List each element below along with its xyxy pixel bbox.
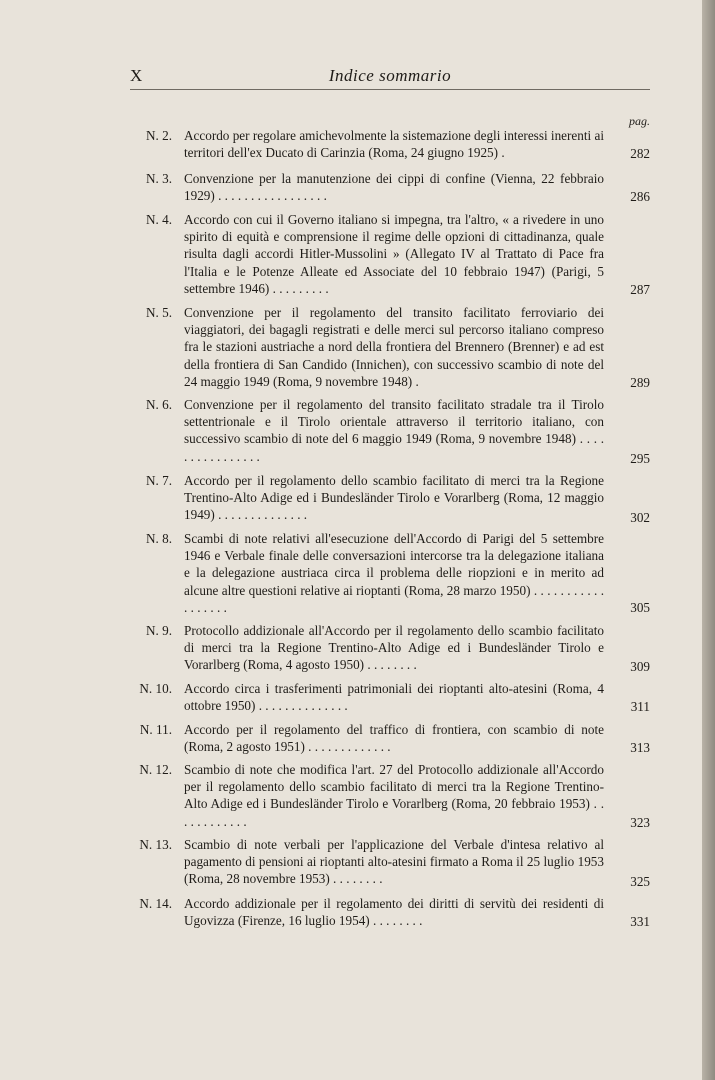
entry-number: N. 8. [145,531,172,546]
page-edge-shadow [702,0,715,1080]
entry-page: 287 [630,282,650,297]
entry-text: Accordo per regolare amichevolmente la sistemazione degli interessi inerenti ai territori dell'ex Ducato di Carinzia (Roma, 24 giugno 1925) . [184,128,604,161]
entry-text: Scambio di note che modifica l'art. 27 del Protocollo addizionale all'Accordo per il regolamento dello scambio facilitato di merci tra la Regione Trentino-Alto Adige ed i Bundesländer Tirolo e Vorarlberg (Roma, 20 febbraio 1953) . . . . . . . . . . . . [184,762,604,829]
entry-text: Scambio di note verbali per l'applicazione del Verbale d'intesa relativo al pagamento di pensioni ai rioptanti alto-atesini firmato a Roma il 25 luglio 1953 (Roma, 28 novembre 1953) . . . . . . . . [184,837,604,887]
page-number: X [130,66,144,85]
entry-number: N. 14. [139,896,172,911]
entry-page: 295 [630,451,650,466]
entry-page: 282 [630,146,650,161]
entry-text: Convenzione per la manutenzione dei cippi di confine (Vienna, 22 febbraio 1929) . . . . . . . . . . . . . . . . . [184,171,604,204]
entry-number: N. 11. [139,722,172,737]
entry-page: 323 [630,815,650,830]
entry-number: N. 13. [139,837,172,852]
entry-text: Convenzione per il regolamento del transito facilitato stradale tra il Tirolo settentrionale e il Tirolo orientale attraverso il territorio italiano, con successivo scambio di note del 6 maggio 1949 (Roma, 9 novembre 1948) . . . . . . . . . . . . . . . . [184,397,604,464]
running-title: Indice sommario [328,66,452,85]
entry-text: Accordo per il regolamento dello scambio facilitato di merci tra la Regione Trentino-Alto Adige ed i Bundesländer Tirolo e Vorarlberg (Roma, 12 maggio 1949) . . . . . . . . . . . . . . [184,473,604,523]
entry-number: N. 6. [145,397,172,412]
entry-text: Accordo circa i trasferimenti patrimoniali dei rioptanti alto-atesini (Roma, 4 ottobre 1950) . . . . . . . . . . . . . . [184,681,604,714]
entry-text: Protocollo addizionale all'Accordo per il regolamento dello scambio facilitato di merci tra la Regione Trentino-Alto Adige ed i Bundesländer Tirolo e Vorarlberg (Roma, 4 agosto 1950) . . . . . . . . [184,623,604,673]
entry-number: N. 2. [145,128,172,143]
entry-number: N. 10. [139,681,172,696]
entry-number: N. 7. [145,473,172,488]
entry-page: 302 [630,510,650,525]
page-header [130,66,650,88]
entry-number: N. 9. [145,623,172,638]
entry-page: 311 [630,699,650,714]
pag-column-label: pag. [629,114,650,128]
entry-text: Scambi di note relativi all'esecuzione dell'Accordo di Parigi del 5 settembre 1946 e Verbale finale delle conversazioni intercorse tra la delegazione italiana e la delegazione austriaca circa il problema delle riopzioni e in merito ad alcune altre questioni relative ai rioptanti (Roma, 28 marzo 1950) . . . . . . . . . . . . . . . . . . [184,531,604,615]
entry-page: 331 [630,914,650,929]
entry-text: Accordo con cui il Governo italiano si impegna, tra l'altro, « a rivedere in uno spirito di equità e comprensione il regime delle opzioni di cittadinanza, quale risulta dagli accordi Hitler-Mussolini » (Allegato IV al Trattato di Pace fra l'Italia e le Potenze Alleate ed Associate del 10 febbraio 1947) (Parigi, 5 settembre 1946) . . . . . . . . . [184,212,604,296]
entry-page: 313 [630,740,650,755]
entry-page: 286 [630,189,650,204]
header-rule [130,89,650,90]
entry-page: 325 [630,874,650,889]
entry-page: 289 [630,375,650,390]
entry-page: 305 [630,600,650,615]
entry-number: N. 12. [139,762,172,777]
entry-number: N. 3. [145,171,172,186]
entry-number: N. 5. [145,305,172,320]
entry-text: Accordo addizionale per il regolamento dei diritti di servitù dei residenti di Ugovizza (Firenze, 16 luglio 1954) . . . . . . . . [184,896,604,929]
entry-page: 309 [630,659,650,674]
entry-number: N. 4. [145,212,172,227]
entry-text: Convenzione per il regolamento del transito facilitato ferroviario dei viaggiatori, dei bagagli registrati e delle merci sul percorso italiano compreso fra le stazioni austriache a nord della frontiera del Brennero (Brenner) e ad est della frontiera di San Candido (Innichen), con successivo scambio di note del 24 maggio 1949 (Roma, 9 novembre 1948) . [184,305,604,389]
entry-text: Accordo per il regolamento del traffico di frontiera, con scambio di note (Roma, 2 agosto 1951) . . . . . . . . . . . . . [184,722,604,755]
